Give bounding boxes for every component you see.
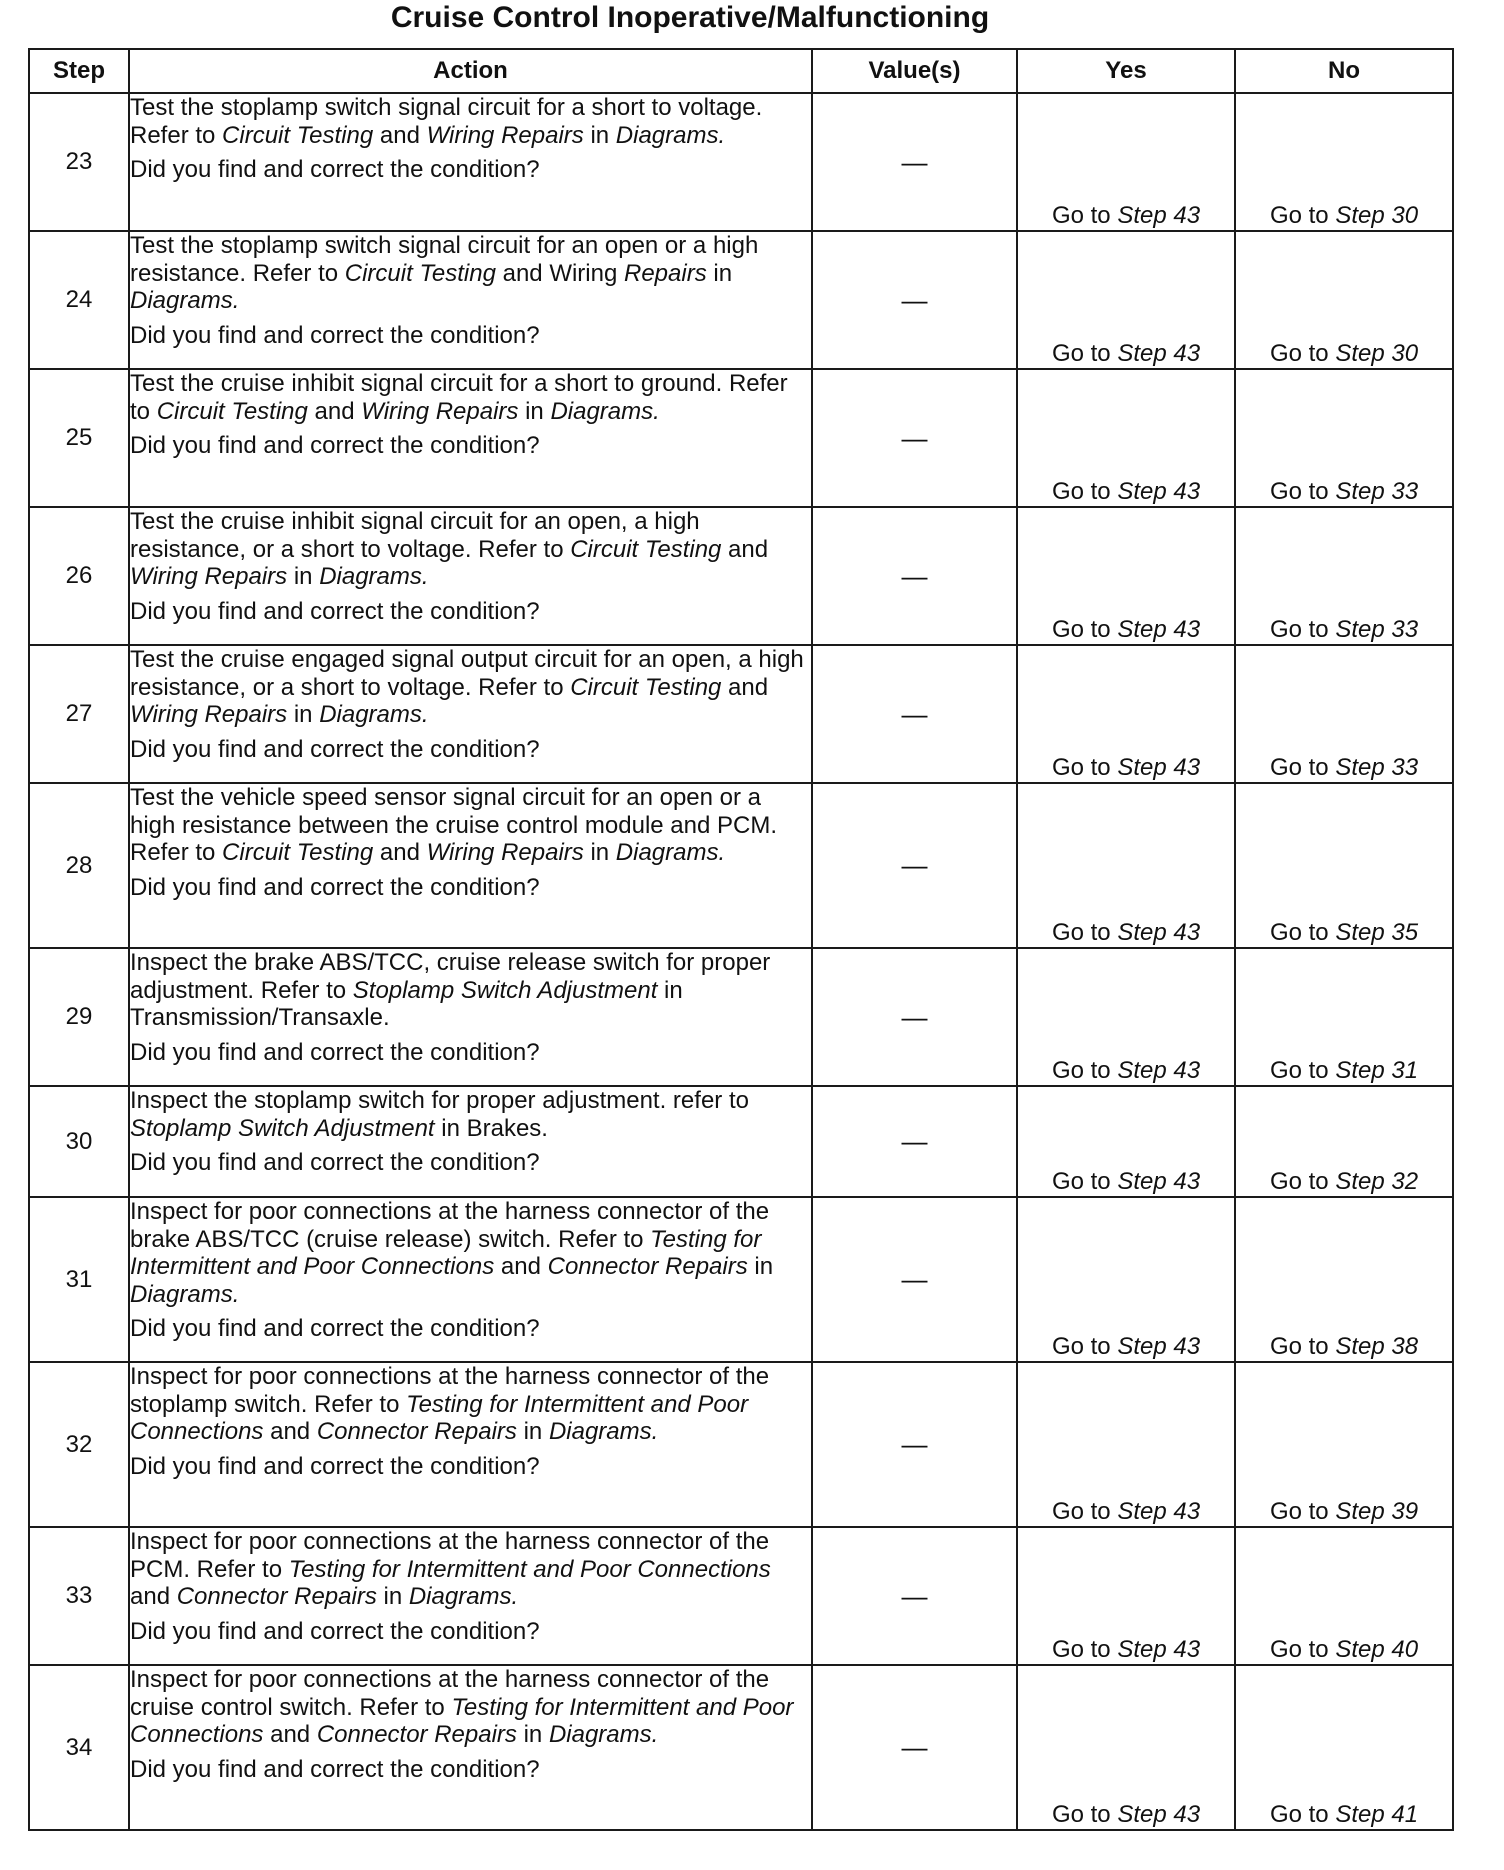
table-body [29,93,1453,1830]
no-cell: Go to Step 40 [1235,1527,1453,1665]
yes-cell: Go to Step 43 [1017,645,1235,783]
step-number: 26 [29,507,129,645]
value-cell: — [812,231,1017,369]
value-cell: — [812,1086,1017,1197]
step-number: 32 [29,1362,129,1527]
value-cell: — [812,93,1017,231]
table-row [29,948,1453,1086]
value-cell: — [812,948,1017,1086]
yes-cell: Go to Step 43 [1017,231,1235,369]
table-row [29,93,1453,231]
yes-cell: Go to Step 43 [1017,948,1235,1086]
action-question: Did you find and correct the condition? [130,1755,540,1783]
step-number: 24 [29,231,129,369]
action-question: Did you find and correct the condition? [130,735,540,763]
action-text: Inspect for poor connections at the harness connector of the cruise control switch. Refer to Testing for Intermittent and Poor Connections and Connector Repairs in Diagrams. [130,1666,794,1748]
step-number: 23 [29,93,129,231]
yes-cell: Go to Step 43 [1017,1362,1235,1527]
action-cell [129,1665,812,1830]
yes-cell: Go to Step 43 [1017,1086,1235,1197]
action-cell [129,783,812,948]
step-number: 28 [29,783,129,948]
table-row [29,1665,1453,1830]
action-question: Did you find and correct the condition? [130,597,540,625]
step-number: 27 [29,645,129,783]
yes-cell: Go to Step 43 [1017,1197,1235,1362]
action-cell [129,369,812,507]
step-number: 34 [29,1665,129,1830]
action-question: Did you find and correct the condition? [130,1315,540,1342]
action-cell [129,948,812,1086]
value-cell: — [812,645,1017,783]
action-cell [129,93,812,231]
action-question: Did you find and correct the condition? [130,432,540,459]
action-text: Test the stoplamp switch signal circuit for an open or a high resistance. Refer to Circuit Testing and Wiring Repairs in Diagrams. [130,232,759,314]
no-cell: Go to Step 41 [1235,1665,1453,1830]
table-row [29,783,1453,948]
no-cell: Go to Step 33 [1235,369,1453,507]
action-text: Inspect the stoplamp switch for proper adjustment. refer to Stoplamp Switch Adjustment in Brakes. [130,1087,749,1142]
action-text: Test the cruise engaged signal output circuit for an open, a high resistance, or a short to voltage. Refer to Circuit Testing and Wiring Repairs in Diagrams. [130,646,804,728]
yes-cell: Go to Step 43 [1017,783,1235,948]
table-row [29,231,1453,369]
page-title: Cruise Control Inoperative/Malfunctioning [390,1,990,34]
value-cell: — [812,1665,1017,1830]
no-cell: Go to Step 35 [1235,783,1453,948]
diagnostic-table [28,48,1454,1831]
step-number: 25 [29,369,129,507]
yes-cell: Go to Step 43 [1017,369,1235,507]
no-cell: Go to Step 39 [1235,1362,1453,1527]
step-number: 31 [29,1197,129,1362]
header-no: No [1235,49,1453,93]
action-text: Inspect the brake ABS/TCC, cruise release switch for proper adjustment. Refer to Stoplamp Switch Adjustment in Transmission/Transaxle. [130,949,771,1031]
action-question: Did you find and correct the condition? [130,1617,540,1645]
yes-cell: Go to Step 43 [1017,1665,1235,1830]
action-cell [129,1527,812,1665]
header-row [29,49,1453,93]
table-row [29,645,1453,783]
table-row [29,369,1453,507]
action-question: Did you find and correct the condition? [130,873,540,901]
table-row [29,1362,1453,1527]
no-cell: Go to Step 30 [1235,231,1453,369]
value-cell: — [812,1362,1017,1527]
table-row [29,1086,1453,1197]
action-question: Did you find and correct the condition? [130,156,540,183]
no-cell: Go to Step 38 [1235,1197,1453,1362]
step-number: 33 [29,1527,129,1665]
action-cell [129,1197,812,1362]
action-text: Inspect for poor connections at the harness connector of the brake ABS/TCC (cruise release) switch. Refer to Testing for Intermittent and Poor Connections and Connector Repairs in Diagrams. [130,1198,774,1308]
yes-cell: Go to Step 43 [1017,1527,1235,1665]
header-values: Value(s) [812,49,1017,93]
table-row [29,1527,1453,1665]
table-row [29,1197,1453,1362]
action-cell [129,645,812,783]
action-cell [129,1086,812,1197]
action-text: Test the vehicle speed sensor signal circuit for an open or a high resistance between the cruise control module and PCM. Refer to Circuit Testing and Wiring Repairs in Diagrams. [130,784,778,866]
action-text: Inspect for poor connections at the harness connector of the PCM. Refer to Testing for Intermittent and Poor Connections and Connector Repairs in Diagrams. [130,1528,771,1610]
step-number: 29 [29,948,129,1086]
header-step: Step [29,49,129,93]
action-text: Inspect for poor connections at the harness connector of the stoplamp switch. Refer to Testing for Intermittent and Poor Connections and Connector Repairs in Diagrams. [130,1363,770,1445]
yes-cell: Go to Step 43 [1017,93,1235,231]
action-question: Did you find and correct the condition? [130,1452,540,1480]
action-text: Test the stoplamp switch signal circuit for a short to voltage. Refer to Circuit Testing and Wiring Repairs in Diagrams. [130,94,763,149]
value-cell: — [812,1197,1017,1362]
action-cell [129,1362,812,1527]
action-question: Did you find and correct the condition? [130,321,540,349]
action-text: Test the cruise inhibit signal circuit for an open, a high resistance, or a short to voltage. Refer to Circuit Testing and Wiring Repairs in Diagrams. [130,508,769,590]
table-row [29,507,1453,645]
action-cell [129,507,812,645]
yes-cell: Go to Step 43 [1017,507,1235,645]
action-question: Did you find and correct the condition? [130,1149,540,1176]
action-question: Did you find and correct the condition? [130,1038,540,1066]
action-text: Test the cruise inhibit signal circuit for a short to ground. Refer to Circuit Testing and Wiring Repairs in Diagrams. [130,370,788,425]
no-cell: Go to Step 31 [1235,948,1453,1086]
value-cell: — [812,369,1017,507]
header-yes: Yes [1017,49,1235,93]
no-cell: Go to Step 30 [1235,93,1453,231]
no-cell: Go to Step 33 [1235,645,1453,783]
value-cell: — [812,1527,1017,1665]
value-cell: — [812,783,1017,948]
action-cell [129,231,812,369]
step-number: 30 [29,1086,129,1197]
no-cell: Go to Step 32 [1235,1086,1453,1197]
value-cell: — [812,507,1017,645]
no-cell: Go to Step 33 [1235,507,1453,645]
header-action: Action [129,49,812,93]
